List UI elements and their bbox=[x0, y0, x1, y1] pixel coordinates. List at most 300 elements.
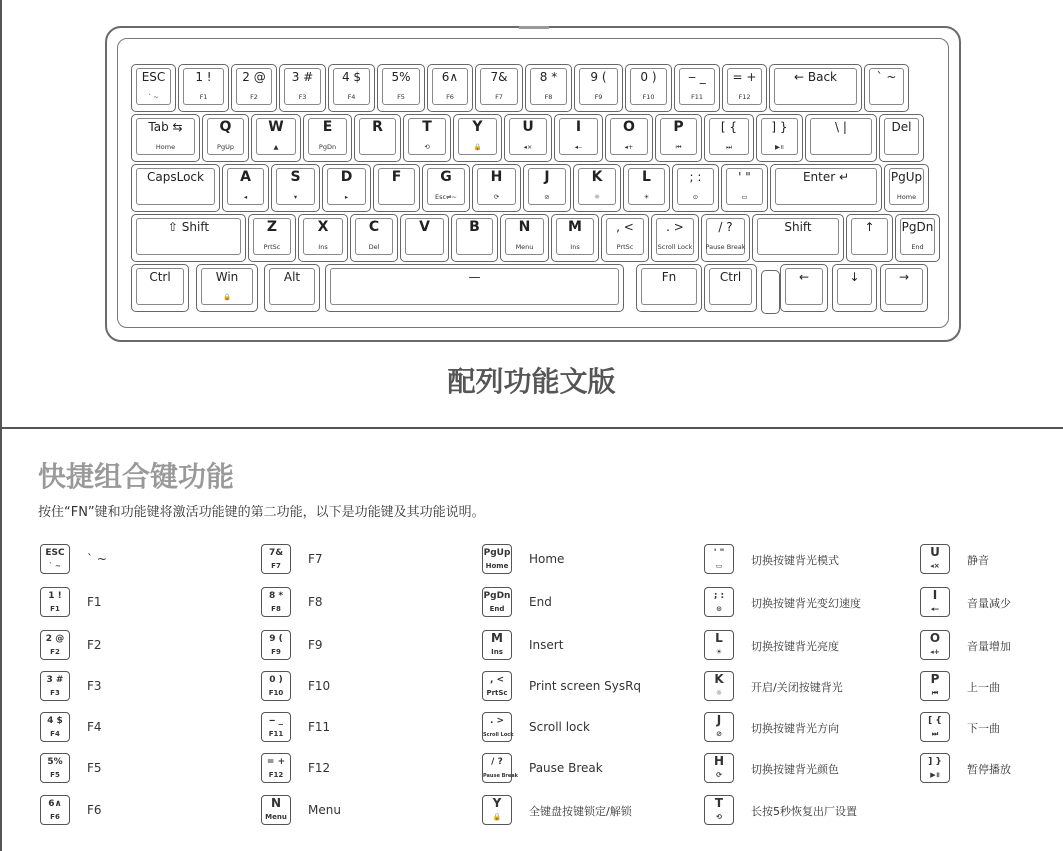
section-divider bbox=[0, 427, 1063, 429]
key-legend: 3 # bbox=[291, 70, 314, 84]
keyboard-layout-title: 配列功能文版 bbox=[447, 365, 616, 398]
key-r1-c6 bbox=[453, 114, 502, 162]
mini-key bbox=[482, 671, 512, 701]
mini-key bbox=[482, 712, 512, 742]
key-sublegend: F8 bbox=[544, 93, 553, 101]
key-legend: ] } bbox=[771, 120, 788, 134]
key-legend: S bbox=[290, 169, 301, 185]
key-legend: J bbox=[544, 169, 550, 185]
shortcut-description: F2 bbox=[87, 638, 102, 652]
mini-key bbox=[261, 795, 291, 825]
shortcut-description: 切换按键背光模式 bbox=[751, 554, 839, 567]
key-legend: 2 @ bbox=[242, 70, 266, 84]
shortcut-description: F4 bbox=[87, 720, 102, 734]
key-r4-c7 bbox=[832, 264, 877, 312]
key-r1-c11 bbox=[704, 114, 754, 162]
key-r2-c12 bbox=[770, 164, 882, 212]
key-sublegend: ◂ bbox=[243, 193, 248, 201]
key-sublegend: F4 bbox=[347, 93, 356, 101]
mini-key-top: 6∧ bbox=[48, 799, 62, 809]
key-r3-c10 bbox=[701, 214, 750, 262]
key-sublegend: ` ~ bbox=[148, 93, 159, 101]
mini-key bbox=[482, 587, 512, 617]
key-r2-c6 bbox=[472, 164, 521, 212]
key-legend: K bbox=[591, 169, 603, 185]
mini-key-bottom: F3 bbox=[50, 689, 60, 697]
mini-key-top: 0 ) bbox=[269, 675, 283, 685]
key-legend: Del bbox=[891, 120, 912, 134]
key-legend: ↓ bbox=[849, 270, 860, 284]
mini-key-bottom: F11 bbox=[268, 730, 284, 738]
key-sublegend: F1 bbox=[199, 93, 208, 101]
key-legend: F bbox=[391, 169, 402, 185]
key-r2-c5 bbox=[422, 164, 470, 212]
key-r2-c11 bbox=[721, 164, 768, 212]
shortcut-description: 音量增加 bbox=[967, 640, 1011, 653]
key-legend: B bbox=[469, 219, 480, 235]
key-legend: C bbox=[368, 219, 380, 235]
key-legend: Tab ⇆ bbox=[148, 120, 183, 134]
key-r3-c11 bbox=[752, 214, 844, 262]
key-r4-c3 bbox=[325, 264, 624, 312]
mini-key bbox=[704, 671, 734, 701]
key-legend: Q bbox=[219, 119, 232, 135]
mini-key-top: Y bbox=[492, 796, 502, 810]
shortcut-description: 切换按键背光颜色 bbox=[751, 763, 839, 776]
mini-key-bottom: Menu bbox=[265, 813, 287, 821]
mini-key bbox=[261, 712, 291, 742]
mini-key-top: M bbox=[491, 631, 503, 645]
mini-key bbox=[40, 671, 70, 701]
mini-key-bottom: F6 bbox=[50, 813, 60, 821]
key-sublegend: PrtSc bbox=[616, 243, 634, 251]
key-r1-c0 bbox=[131, 114, 200, 162]
shortcut-description: F11 bbox=[308, 720, 331, 734]
key-sublegend: Del bbox=[368, 243, 380, 251]
key-r0-c5 bbox=[377, 64, 425, 112]
key-sublegend: Ins bbox=[570, 243, 580, 251]
key-sublegend: End bbox=[911, 243, 924, 251]
key-r3-c6 bbox=[500, 214, 549, 262]
mini-key bbox=[40, 630, 70, 660]
key-sublegend: ⟲ bbox=[424, 143, 430, 151]
shortcut-description: 切换按键背光变幻速度 bbox=[751, 597, 861, 610]
mini-key-top: 3 # bbox=[46, 675, 64, 685]
mini-key-top: T bbox=[714, 796, 724, 810]
key-r1-c10 bbox=[655, 114, 702, 162]
mini-key-bottom: ⏮ bbox=[931, 689, 939, 697]
key-legend: ' " bbox=[738, 170, 751, 184]
key-legend: Alt bbox=[283, 270, 301, 284]
mini-key-top: 8 * bbox=[268, 591, 284, 601]
mini-key bbox=[704, 587, 734, 617]
shortcut-description: F7 bbox=[308, 552, 323, 566]
mini-key bbox=[482, 795, 512, 825]
key-r0-c2 bbox=[231, 64, 277, 112]
keyboard-notch bbox=[519, 26, 549, 29]
mini-key-bottom: ⟳ bbox=[716, 771, 722, 779]
key-r1-c13 bbox=[805, 114, 877, 162]
key-sublegend: ☼ bbox=[594, 193, 600, 201]
shortcut-description: 切换按键背光亮度 bbox=[751, 640, 839, 653]
key-legend: , < bbox=[616, 220, 634, 234]
key-r2-c2 bbox=[271, 164, 320, 212]
key-r3-c4 bbox=[400, 214, 449, 262]
key-r2-c3 bbox=[322, 164, 371, 212]
mini-key-bottom: ▶॥ bbox=[930, 771, 940, 779]
mini-key-bottom: F1 bbox=[50, 605, 60, 613]
key-r2-c4 bbox=[373, 164, 420, 212]
key-r0-c11 bbox=[674, 64, 720, 112]
shortcut-description: 长按5秒恢复出厂设置 bbox=[751, 805, 857, 818]
key-sublegend: F9 bbox=[594, 93, 603, 101]
mini-key bbox=[482, 544, 512, 574]
mini-key-top: ] } bbox=[928, 757, 942, 767]
key-legend: W bbox=[268, 119, 284, 135]
key-legend: U bbox=[522, 119, 534, 135]
mini-key-bottom: 🔒 bbox=[492, 813, 502, 821]
mini-key-bottom: ☀ bbox=[715, 648, 723, 656]
mini-key bbox=[261, 753, 291, 783]
key-sublegend: Menu bbox=[515, 243, 534, 251]
key-sublegend: ⏮ bbox=[675, 143, 682, 151]
mini-key-bottom: Scroll Lock bbox=[483, 732, 514, 738]
key-legend: Win bbox=[215, 270, 239, 284]
mini-key bbox=[704, 630, 734, 660]
key-sublegend: ⊘ bbox=[544, 193, 550, 201]
key-r2-c7 bbox=[523, 164, 571, 212]
key-r3-c1 bbox=[248, 214, 296, 262]
shortcut-description: End bbox=[529, 595, 552, 609]
key-r1-c7 bbox=[504, 114, 552, 162]
key-sublegend: Home bbox=[896, 193, 917, 201]
mini-key-bottom: F10 bbox=[268, 689, 284, 697]
shortcuts-title: 快捷组合键功能 bbox=[38, 460, 235, 493]
key-sublegend: ◂+ bbox=[624, 143, 634, 151]
mini-key-top: ESC bbox=[45, 548, 65, 558]
mini-key bbox=[704, 753, 734, 783]
key-legend: 4 $ bbox=[341, 70, 362, 84]
key-r1-c5 bbox=[403, 114, 451, 162]
key-legend: 8 * bbox=[539, 70, 558, 84]
shortcut-description: F8 bbox=[308, 595, 323, 609]
shortcut-description: 开启/关闭按键背光 bbox=[751, 681, 843, 694]
mini-key-top: I bbox=[932, 588, 938, 602]
key-r1-c1 bbox=[202, 114, 249, 162]
key-sublegend: Esc⇌~ bbox=[435, 193, 457, 201]
key-legend: ↑ bbox=[864, 220, 875, 234]
key-legend: O bbox=[623, 119, 635, 135]
key-sublegend: F11 bbox=[690, 93, 703, 101]
mini-key-top: PgDn bbox=[483, 591, 511, 601]
key-legend: \ | bbox=[835, 120, 847, 134]
mini-key-top: O bbox=[929, 631, 941, 645]
key-r3-c3 bbox=[350, 214, 398, 262]
key-legend: — bbox=[468, 270, 481, 284]
shortcut-description: F12 bbox=[308, 761, 331, 775]
key-sublegend: ▾ bbox=[293, 193, 298, 201]
mini-key-top: ; : bbox=[713, 591, 725, 601]
shortcut-description: F10 bbox=[308, 679, 331, 693]
key-legend: . > bbox=[666, 220, 684, 234]
key-legend: D bbox=[340, 169, 353, 185]
mini-key bbox=[920, 753, 950, 783]
mini-key-top: / ? bbox=[491, 757, 503, 767]
key-sublegend: F6 bbox=[446, 93, 454, 101]
mini-key-bottom: PrtSc bbox=[486, 689, 508, 697]
key-r0-c9 bbox=[574, 64, 623, 112]
key-r1-c2 bbox=[251, 114, 301, 162]
key-legend: N bbox=[518, 219, 531, 235]
key-legend: 9 ( bbox=[590, 70, 607, 84]
key-r2-c13 bbox=[884, 164, 929, 212]
key-sublegend: PgUp bbox=[217, 143, 234, 151]
mini-key-bottom: ⊘ bbox=[716, 730, 722, 738]
mini-key-top: 9 ( bbox=[269, 634, 283, 644]
key-sublegend: 🔒 bbox=[473, 143, 482, 151]
key-sublegend: F2 bbox=[250, 93, 258, 101]
key-legend: E bbox=[322, 119, 333, 135]
shortcut-description: Pause Break bbox=[529, 761, 603, 775]
shortcut-description: F1 bbox=[87, 595, 102, 609]
mini-key bbox=[920, 712, 950, 742]
shortcut-description: ` ~ bbox=[87, 552, 107, 566]
key-legend: A bbox=[240, 169, 251, 185]
key-r0-c3 bbox=[279, 64, 326, 112]
key-legend: = + bbox=[732, 70, 757, 84]
key-r4-c2 bbox=[264, 264, 320, 312]
key-legend: Ctrl bbox=[149, 270, 171, 284]
key-legend: ; : bbox=[689, 170, 702, 184]
key-sublegend: ◂‒ bbox=[574, 143, 583, 151]
key-sublegend: Ins bbox=[318, 243, 328, 251]
mini-key bbox=[920, 630, 950, 660]
mini-key-top: = + bbox=[266, 757, 286, 767]
mini-key-top: 4 $ bbox=[47, 716, 63, 726]
mini-key bbox=[40, 712, 70, 742]
mini-key bbox=[40, 795, 70, 825]
mini-key bbox=[920, 544, 950, 574]
mini-key-bottom: Ins bbox=[491, 648, 503, 656]
mini-key bbox=[482, 753, 518, 783]
key-legend: [ { bbox=[720, 120, 738, 134]
key-r3-c0 bbox=[131, 214, 246, 262]
key-legend: ⇧ Shift bbox=[167, 220, 210, 234]
mini-key-bottom: ▭ bbox=[715, 562, 723, 570]
mini-key-top: , < bbox=[489, 675, 505, 685]
key-r2-c8 bbox=[573, 164, 621, 212]
mini-key bbox=[920, 587, 950, 617]
key-r3-c8 bbox=[601, 214, 649, 262]
key-legend: Ctrl bbox=[719, 270, 742, 284]
mini-key bbox=[920, 671, 950, 701]
mini-key-bottom: ` ~ bbox=[49, 562, 61, 570]
mini-key-bottom: End bbox=[489, 605, 505, 613]
key-legend: Shift bbox=[784, 220, 812, 234]
key-sublegend: ⊙ bbox=[692, 193, 699, 201]
key-r0-c7 bbox=[475, 64, 523, 112]
mini-key-bottom: F9 bbox=[271, 648, 281, 656]
mini-key-top: J bbox=[716, 713, 722, 727]
shortcut-description: 切换按键背光方向 bbox=[751, 722, 839, 735]
key-sublegend: ▸ bbox=[344, 193, 349, 201]
key-legend: 1 ! bbox=[195, 70, 212, 84]
key-sublegend: PgDn bbox=[318, 143, 337, 151]
mini-key bbox=[704, 795, 734, 825]
key-sublegend: ◂× bbox=[523, 143, 533, 151]
shortcut-description: 下一曲 bbox=[967, 722, 1000, 735]
mini-key-bottom: F5 bbox=[50, 771, 60, 779]
mini-key bbox=[261, 671, 291, 701]
key-r1-c4 bbox=[354, 114, 401, 162]
mini-key bbox=[40, 753, 70, 783]
mini-key-top: U bbox=[930, 545, 940, 559]
mini-key-bottom: Home bbox=[485, 562, 509, 570]
key-legend: M bbox=[568, 219, 582, 235]
mini-key-top: [ { bbox=[928, 716, 942, 726]
mini-key-top: 5% bbox=[47, 757, 63, 767]
mini-key-bottom: ⏭ bbox=[931, 730, 939, 738]
key-r0-c0 bbox=[131, 64, 176, 112]
mini-key-bottom: ◂‒ bbox=[930, 605, 940, 613]
key-sublegend: Pause Break bbox=[705, 243, 746, 251]
key-r4-c5 bbox=[704, 264, 757, 312]
key-r1-c3 bbox=[303, 114, 352, 162]
key-r2-c1 bbox=[222, 164, 269, 212]
mini-key bbox=[482, 630, 512, 660]
mini-key-top: H bbox=[713, 754, 725, 768]
key-legend: ` ~ bbox=[876, 70, 897, 84]
key-r1-c12 bbox=[756, 114, 803, 162]
shortcut-description: F9 bbox=[308, 638, 323, 652]
key-sublegend: Scroll Lock bbox=[657, 243, 693, 251]
key-sublegend: ☀ bbox=[643, 193, 650, 201]
key-legend: PgUp bbox=[890, 170, 923, 184]
shortcut-description: Menu bbox=[308, 803, 341, 817]
key-r0-c6 bbox=[427, 64, 473, 112]
key-legend: 0 ) bbox=[640, 70, 657, 84]
key-r2-c10 bbox=[672, 164, 719, 212]
key-legend: 7& bbox=[490, 70, 508, 84]
shortcut-description: Scroll lock bbox=[529, 720, 590, 734]
key-r3-c7 bbox=[551, 214, 599, 262]
key-sublegend: 🔒 bbox=[222, 293, 232, 301]
mini-key bbox=[704, 544, 734, 574]
key-legend: → bbox=[898, 270, 910, 284]
key-legend: 5% bbox=[391, 70, 411, 84]
key-r0-c8 bbox=[525, 64, 572, 112]
key-legend: Z bbox=[266, 219, 278, 235]
shortcut-description: F3 bbox=[87, 679, 102, 693]
key-r2-c9 bbox=[623, 164, 670, 212]
mini-key-top: K bbox=[714, 672, 724, 686]
key-r1-c8 bbox=[554, 114, 603, 162]
mini-key bbox=[261, 630, 291, 660]
key-legend: V bbox=[419, 219, 430, 235]
mini-key-top: 2 @ bbox=[45, 634, 65, 644]
key-legend: ESC bbox=[141, 70, 166, 84]
key-r4-c0 bbox=[131, 264, 189, 312]
key-r0-c1 bbox=[178, 64, 229, 112]
key-legend: PgDn bbox=[901, 220, 934, 234]
mini-key-bottom: Pause Break bbox=[483, 773, 518, 779]
key-r3-c9 bbox=[651, 214, 699, 262]
key-legend: CapsLock bbox=[147, 170, 204, 184]
key-r0-c14 bbox=[864, 64, 909, 112]
shortcut-description: 音量减少 bbox=[967, 597, 1011, 610]
key-legend: Y bbox=[472, 119, 483, 135]
key-sublegend: ▭ bbox=[741, 193, 748, 201]
key-legend: X bbox=[317, 219, 329, 235]
shortcut-description: Print screen SysRq bbox=[529, 679, 642, 693]
key-legend: L bbox=[642, 169, 651, 185]
shortcut-description: Home bbox=[529, 552, 565, 566]
key-r2-c0 bbox=[131, 164, 220, 212]
key-sublegend: F7 bbox=[495, 93, 503, 101]
mini-key-bottom: ◂+ bbox=[930, 648, 940, 656]
key-sublegend: ⏭ bbox=[726, 143, 732, 151]
key-r4-c6 bbox=[780, 264, 828, 312]
mini-key-bottom: ☼ bbox=[715, 689, 723, 697]
key-r4-c8 bbox=[880, 264, 928, 312]
key-legend: ← Back bbox=[793, 70, 837, 84]
key-sublegend: F12 bbox=[738, 93, 751, 101]
mini-key-top: . > bbox=[489, 716, 505, 726]
shortcut-description: 全键盘按键锁定/解锁 bbox=[529, 805, 632, 818]
mini-key bbox=[40, 587, 70, 617]
mini-key-bottom: F2 bbox=[50, 648, 60, 656]
key-legend: G bbox=[440, 169, 452, 185]
mini-key-bottom: F12 bbox=[268, 771, 284, 779]
shortcut-description: Insert bbox=[529, 638, 564, 652]
mini-key-top: P bbox=[930, 672, 940, 686]
key-sublegend: ▲ bbox=[273, 143, 279, 151]
mini-key-bottom: ⊙ bbox=[716, 605, 722, 613]
key-sublegend: Home bbox=[155, 143, 176, 151]
mini-key bbox=[261, 587, 291, 617]
mini-key-top: 1 ! bbox=[48, 591, 62, 601]
shortcut-description: 上一曲 bbox=[967, 681, 1000, 694]
mini-key-top: N bbox=[270, 796, 282, 810]
key-r1-c9 bbox=[605, 114, 653, 162]
shortcut-description: F5 bbox=[87, 761, 102, 775]
key-sublegend: F10 bbox=[642, 93, 655, 101]
key-r3-c2 bbox=[298, 214, 348, 262]
mini-key-bottom: ⟲ bbox=[716, 813, 722, 821]
mini-key-top: 7& bbox=[268, 548, 284, 558]
mini-key bbox=[261, 544, 291, 574]
key-sublegend: ▶॥ bbox=[775, 143, 784, 151]
mini-key-bottom: ◂× bbox=[930, 562, 940, 570]
key-r1-c14 bbox=[879, 114, 924, 162]
key-legend: / ? bbox=[718, 220, 733, 234]
key-sublegend: F3 bbox=[298, 93, 307, 101]
mini-key-bottom: F8 bbox=[271, 605, 281, 613]
mini-key-bottom: F7 bbox=[271, 562, 281, 570]
key-legend: I bbox=[575, 119, 582, 135]
page-left-border bbox=[0, 0, 2, 851]
key-legend: Enter ↵ bbox=[802, 170, 850, 184]
key-legend: Fn bbox=[661, 270, 677, 284]
mini-key bbox=[40, 544, 70, 574]
key-r0-c12 bbox=[722, 64, 767, 112]
mini-key bbox=[704, 712, 734, 742]
key-r4-c1 bbox=[196, 264, 258, 312]
key-legend: T bbox=[422, 119, 432, 135]
mini-key-top: L bbox=[715, 631, 723, 645]
key-r3-c12 bbox=[846, 214, 893, 262]
mini-key-top: PgUp bbox=[483, 548, 511, 558]
